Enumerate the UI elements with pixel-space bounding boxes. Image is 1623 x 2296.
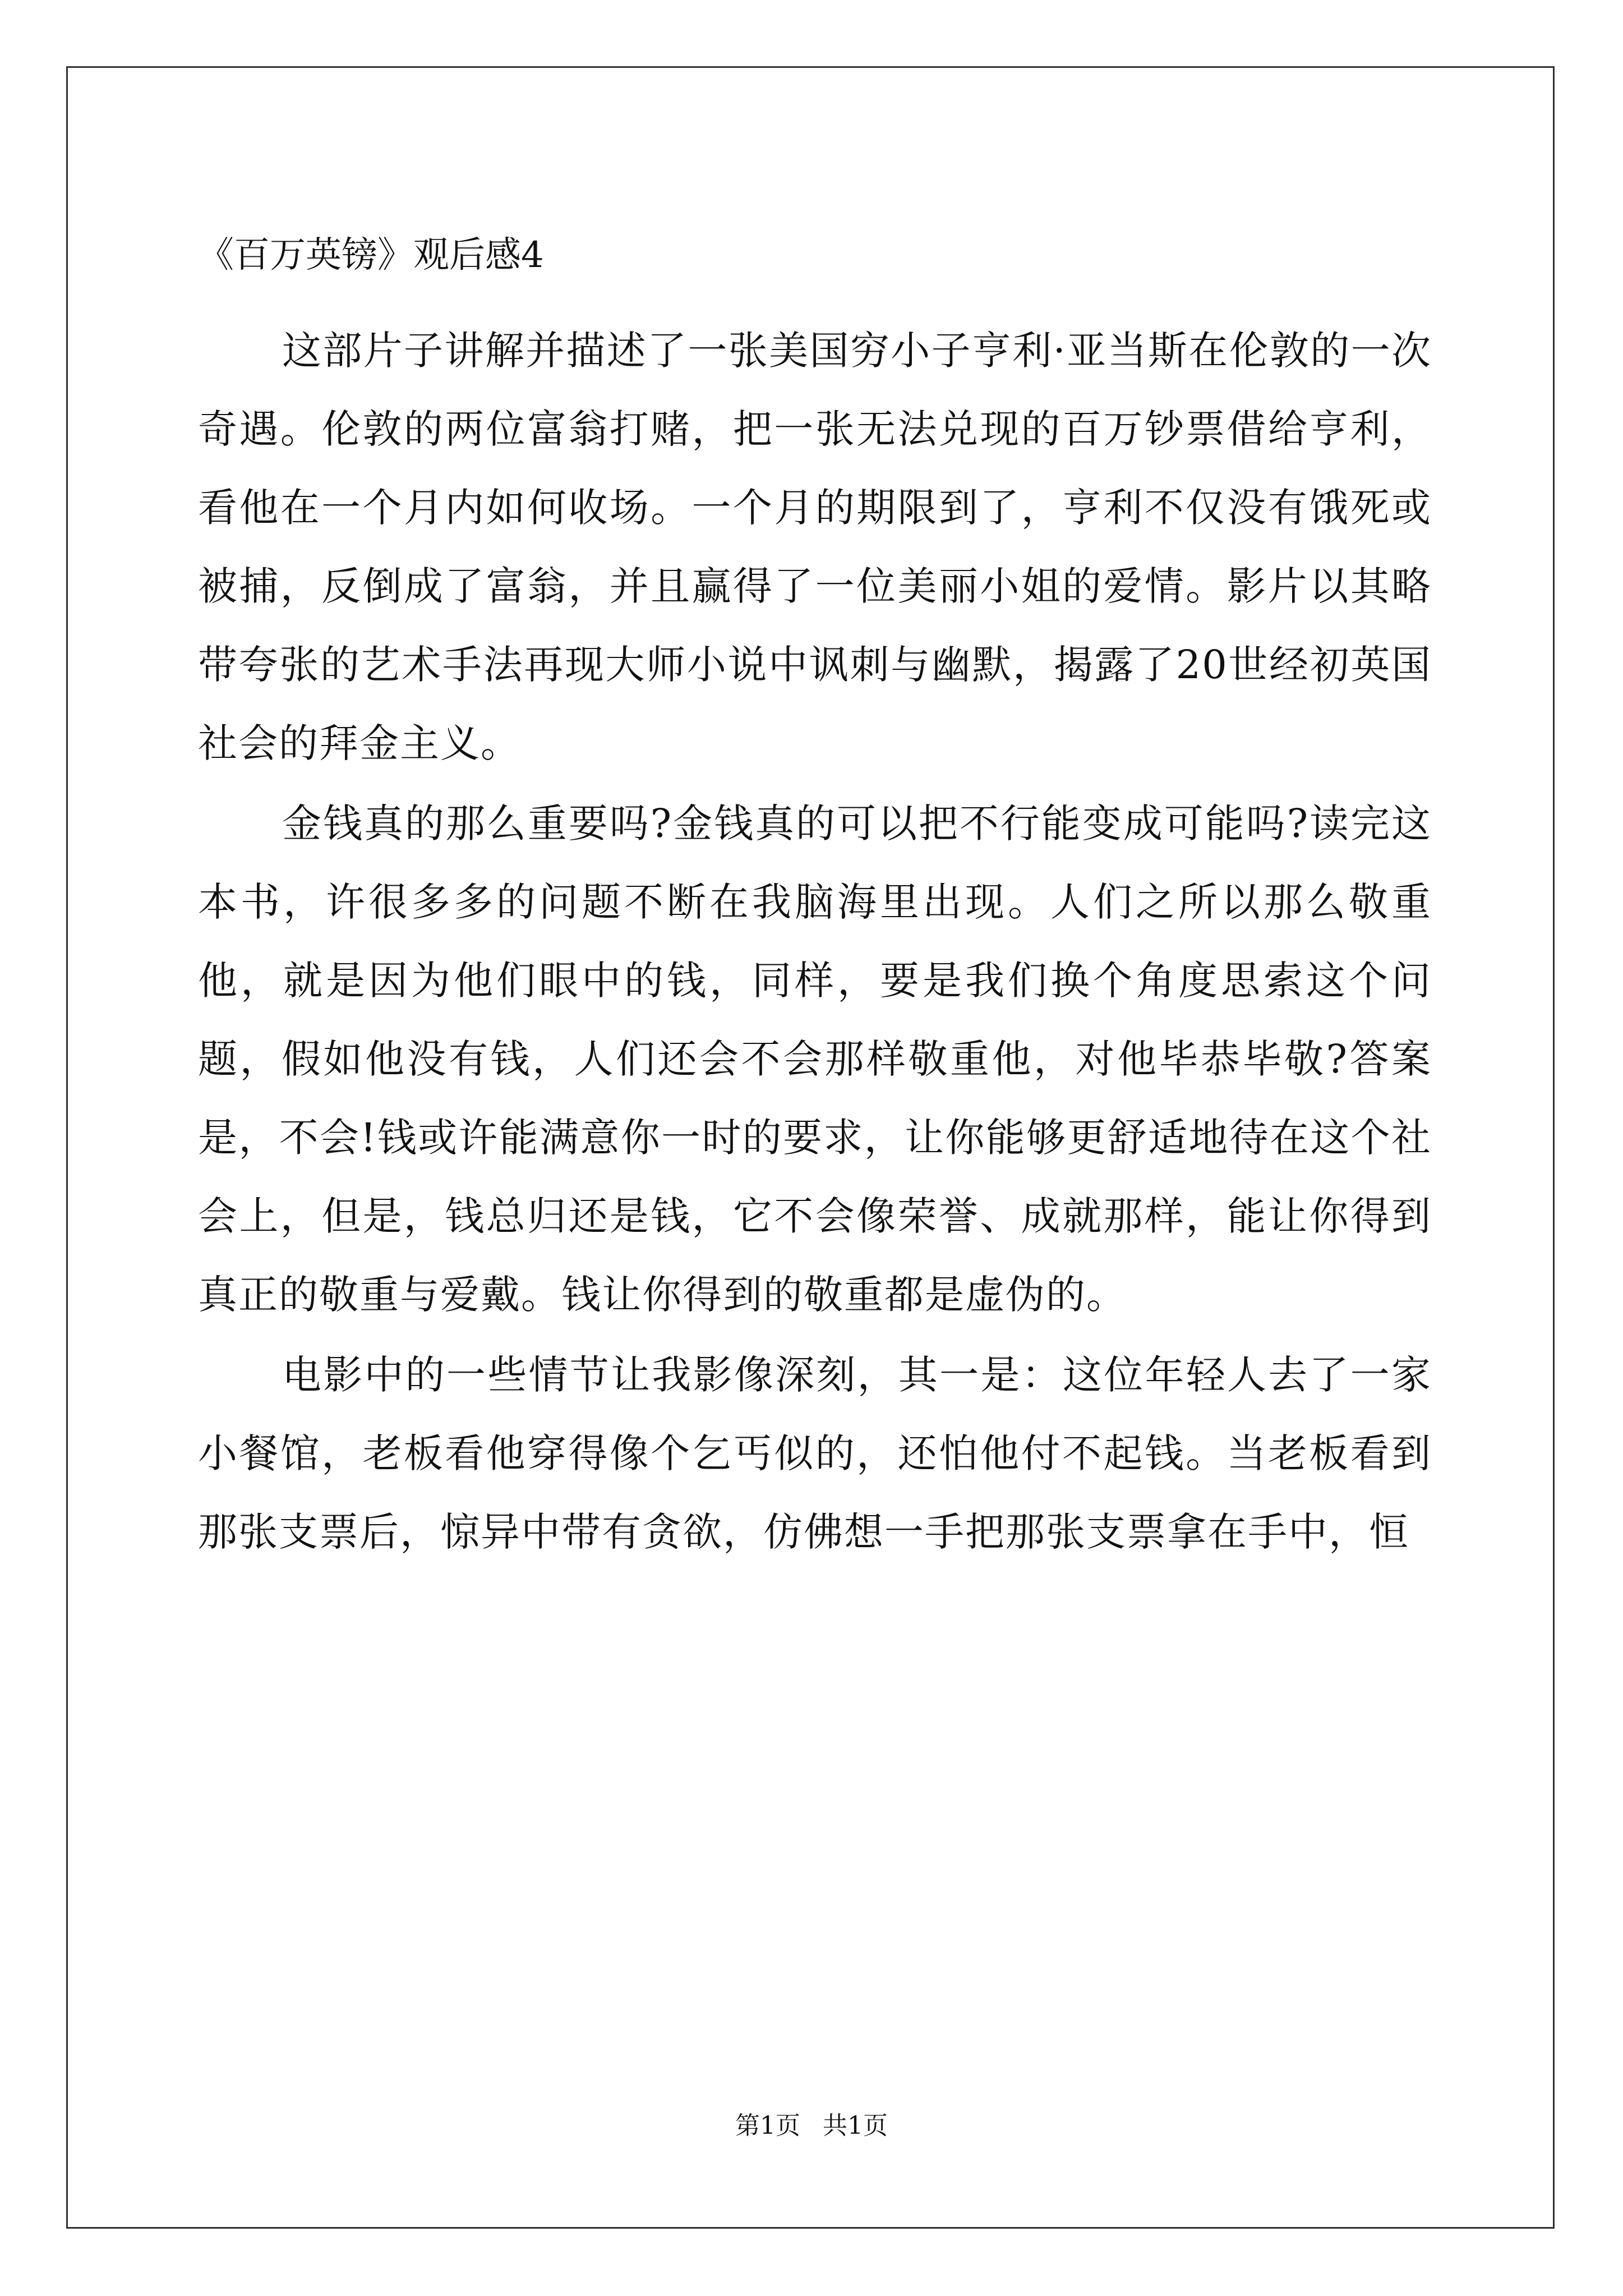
paragraph-3: 电影中的一些情节让我影像深刻，其一是：这位年轻人去了一家小餐馆，老板看他穿得像个乞丐似的，还怕他付不起钱。当老板看到那张支票后，惊异中带有贪欲，仿佛想一手把那张支票拿在手中，恒 [198,1352,1432,1555]
page-footer [0,2109,1623,2143]
paragraph-1: 这部片子讲解并描述了一张美国穷小子亨利·亚当斯在伦敦的一次奇遇。伦敦的两位富翁打赌，把一张无法兑现的百万钞票借给亨利，看他在一个月内如何收场。一个月的期限到了，亨利不仅没有饿死或被捕，反倒成了富翁，并且赢得了一位美丽小姐的爱情。影片以其略带夸张的艺术手法再现大师小说中讽刺与幽默，揭露了20世经初英国社会的拜金主义。 [198,328,1432,766]
document-title: 《百万英镑》观后感4 [198,234,544,276]
page-total: 共1页 [823,2111,888,2140]
document-body [198,222,1432,1573]
paragraph-2: 金钱真的那么重要吗?金钱真的可以把不行能变成可能吗?读完这本书，许很多多的问题不断在我脑海里出现。人们之所以那么敬重他，就是因为他们眼中的钱，同样，要是我们换个角度思索这个问题，假如他没有钱，人们还会不会那样敬重他，对他毕恭毕敬?答案是，不会!钱或许能满意你一时的要求，让你能够更舒适地待在这个社会上，但是，钱总归还是钱，它不会像荣誉、成就那样，能让你得到真正的敬重与爱戴。钱让你得到的敬重都是虚伪的。 [198,800,1432,1318]
page-number: 第1页 [735,2111,800,2140]
